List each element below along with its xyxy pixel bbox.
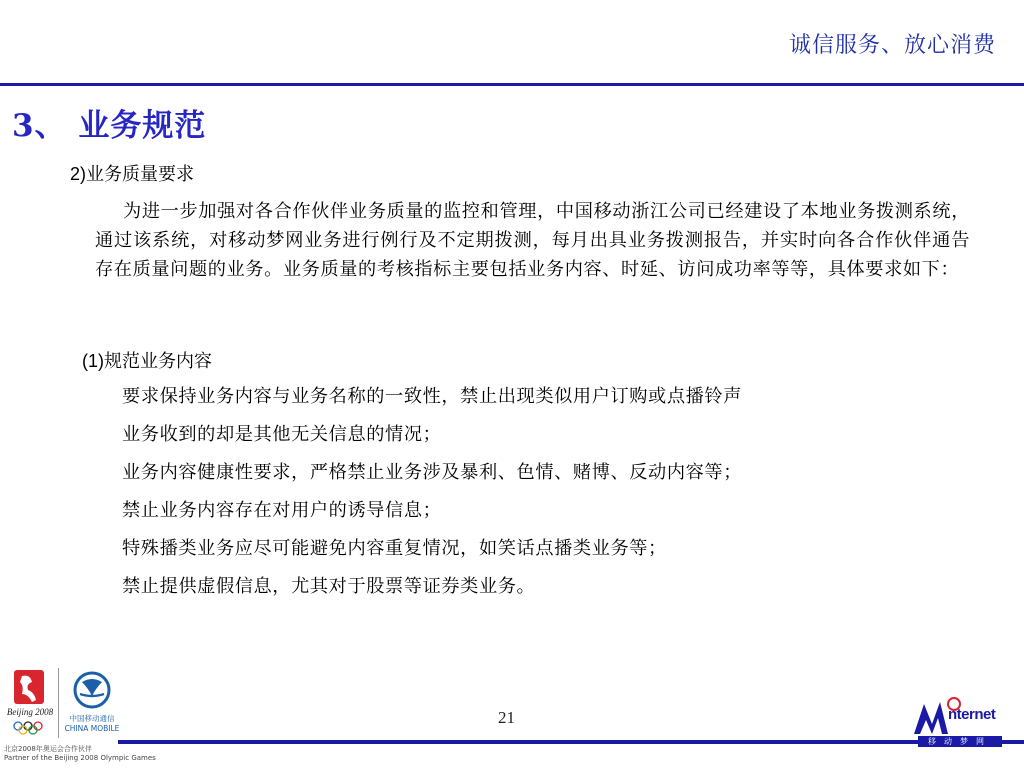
page-number: 21 [498,708,515,727]
header-divider [0,83,1024,86]
monternet-logo [910,696,1004,752]
requirement-item: 禁止提供虚假信息，尤其对于股票等证券类业务。 [122,576,536,597]
china-mobile-en: CHINA MOBILE [64,724,120,733]
requirement-item: 特殊播类业务应尽可能避免内容重复情况，如笑话点播类业务等； [122,538,667,559]
section-title-text: 业务规范 [78,108,207,144]
sub-subheading-number: (1) [82,351,104,371]
footer-logo-divider [58,668,59,738]
requirement-item: 禁止业务内容存在对用户的诱导信息； [122,500,442,521]
subheading-text: 业务质量要求 [86,164,195,185]
olympic-partner-text [4,745,156,763]
partner-text-en: Partner of the Beijing 2008 Olympic Games [4,754,156,762]
sub-subheading [82,347,212,373]
section-title [12,100,206,145]
sub-subheading-text: 规范业务内容 [104,351,212,372]
beijing-logo-text: Beijing 2008 [6,707,54,717]
china-mobile-cn: 中国移动通信 [69,714,115,723]
header-slogan: 诚信服务、放心消费 [788,33,996,58]
subheading-number: 2) [70,164,87,184]
requirement-item: 业务内容健康性要求，严格禁止业务涉及暴利、色情、赌博、反动内容等； [122,462,742,483]
body-paragraph: 为进一步加强对各合作伙伴业务质量的监控和管理，中国移动浙江公司已经建设了本地业务拨测系统，通过该系统，对移动梦网业务进行例行及不定期拨测，每月出具业务拨测报告，并实时向各合作伙伴通告存在质量问题的业务。业务质量的考核指标主要包括业务内容、时延、访问成功率等等，具体要求如下： [95,201,970,280]
requirement-item: 要求保持业务内容与业务名称的一致性，禁止出现类似用户订购或点播铃声 [122,386,742,407]
section-number: 3、 [12,108,67,144]
china-mobile-logo-text [62,714,122,734]
monternet-sub: 移动梦网 [918,736,1002,747]
partner-text-cn: 北京2008年奥运会合作伙伴 [4,745,92,753]
beijing-2008-logo [4,668,56,740]
requirement-item: 业务收到的却是其他无关信息的情况； [122,424,442,445]
footer-divider [118,740,1024,744]
china-mobile-logo [62,670,122,740]
subheading [70,160,194,186]
monternet-word: nternet [948,706,996,723]
requirements-list [122,382,742,610]
